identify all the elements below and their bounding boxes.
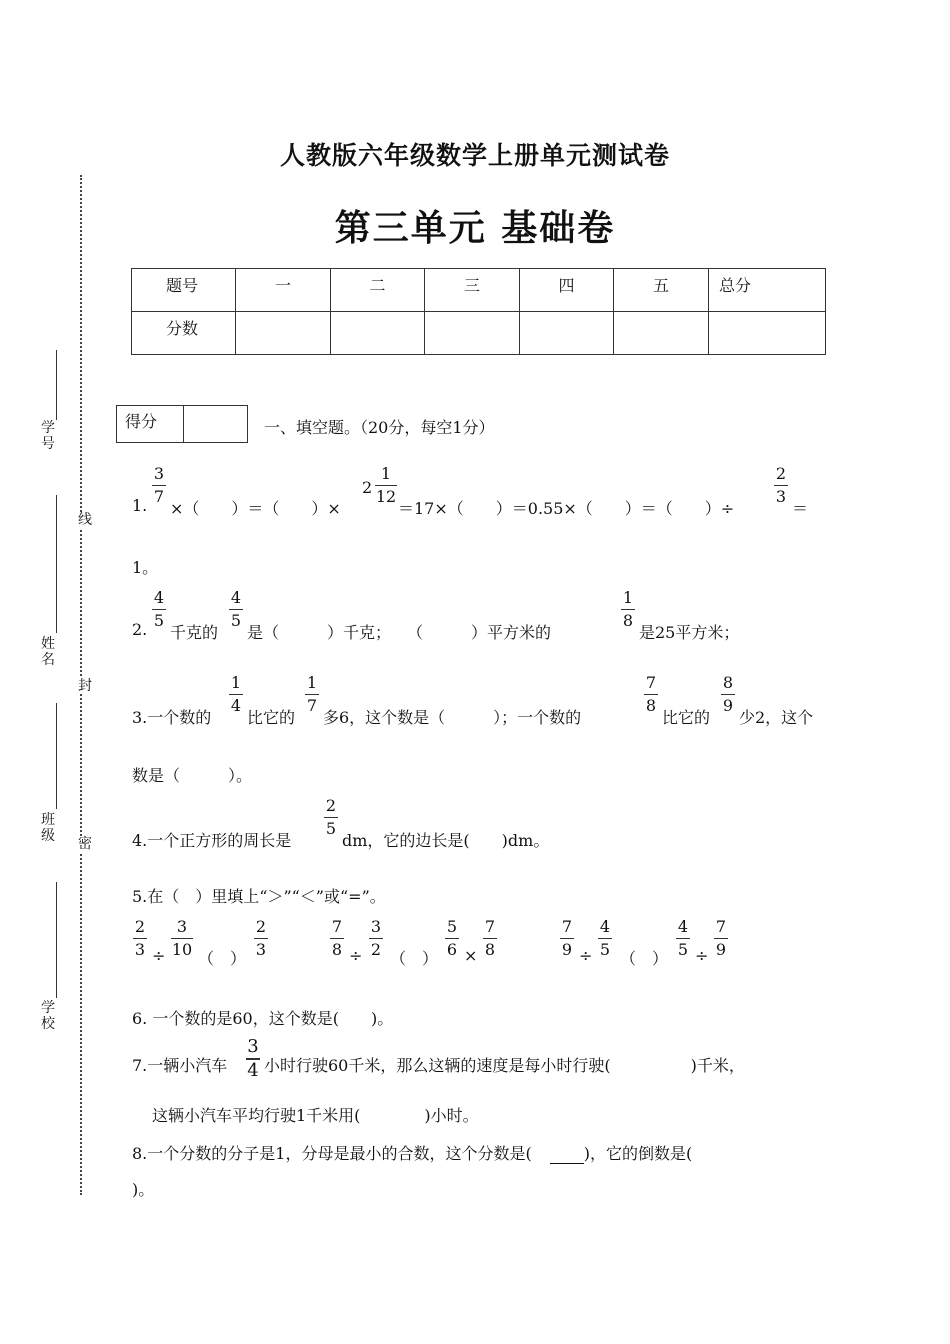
fraction: 7 9 <box>715 917 727 959</box>
fraction: 4 5 <box>153 588 165 630</box>
fraction: 2 5 <box>325 796 337 838</box>
fraction: 5 6 <box>446 917 458 959</box>
q6-text: 6. 一个数的是60，这个数是( )。 <box>132 1009 394 1028</box>
q5-text: 5.在（ ）里填上“＞”“＜”或“=”。 <box>132 887 386 906</box>
fraction: 4 5 <box>230 588 242 630</box>
table-cell: 四 <box>520 269 614 312</box>
q2-number: 2. <box>132 620 148 639</box>
operator: ÷ <box>695 946 709 965</box>
operator: ÷ <box>152 946 166 965</box>
fill-line-id <box>56 350 57 420</box>
fill-line-class <box>56 703 57 809</box>
operator: ÷ <box>579 946 593 965</box>
q1-text: 1。 <box>132 558 159 577</box>
fraction: 1 7 <box>306 673 318 715</box>
answer-blank[interactable] <box>550 1147 584 1164</box>
q3-text: 比它的 <box>662 708 711 727</box>
fraction: 7 8 <box>645 673 657 715</box>
score-input-cell[interactable] <box>331 312 425 355</box>
fraction: 3 4 <box>247 1036 259 1081</box>
fraction: 1 8 <box>622 588 634 630</box>
fill-line-school <box>56 882 57 998</box>
table-cell: 题号 <box>132 269 236 312</box>
fraction: 3 7 <box>153 464 165 506</box>
fraction: 7 9 <box>561 917 573 959</box>
table-cell: 分数 <box>132 312 236 355</box>
compare-blank[interactable]: （ ） <box>390 949 439 968</box>
seal-word-secret: 密 <box>78 836 92 852</box>
fraction: 3 2 <box>370 917 382 959</box>
q3-text: 3.一个数的 <box>132 708 212 727</box>
fraction: 8 9 <box>722 673 734 715</box>
fraction: 7 8 <box>331 917 343 959</box>
compare-blank[interactable]: （ ） <box>620 949 669 968</box>
score-table-score-row <box>132 312 826 355</box>
fraction: 2 3 <box>255 917 267 959</box>
q7-text: 7.一辆小汽车 <box>132 1056 228 1075</box>
q3-text: 比它的 <box>247 708 296 727</box>
q8-line <box>132 1141 692 1164</box>
table-cell: 总分 <box>709 269 826 312</box>
score-table-header-row <box>132 269 826 312</box>
score-box-label: 得分 <box>125 412 158 431</box>
fraction: 1 4 <box>230 673 242 715</box>
fraction: 2 3 <box>775 464 787 506</box>
fraction: 4 5 <box>599 917 611 959</box>
q1-whole: 2 <box>362 478 373 497</box>
table-cell: 二 <box>331 269 425 312</box>
table-cell: 三 <box>425 269 520 312</box>
q4-text: 4.一个正方形的周长是 <box>132 831 292 850</box>
q3-text: 数是（ ）。 <box>132 766 253 785</box>
q8-text: )，它的倒数是( <box>583 1144 693 1163</box>
compare-blank[interactable]: （ ） <box>198 949 247 968</box>
table-cell: 五 <box>614 269 709 312</box>
section-heading: 一、填空题。（20分，每空1分） <box>264 418 495 437</box>
fraction: 4 5 <box>677 917 689 959</box>
operator: ÷ <box>349 946 363 965</box>
q7-text: 这辆小汽车平均行驶1千米用( )小时。 <box>152 1106 479 1125</box>
label-student-id: 学号 <box>41 420 55 452</box>
q2-text: 千克的 <box>170 623 219 642</box>
table-cell: 一 <box>236 269 331 312</box>
fraction: 3 10 <box>171 917 193 959</box>
page-subtitle: 第三单元 基础卷 <box>334 208 616 249</box>
label-name: 姓名 <box>41 636 55 668</box>
score-table <box>131 268 826 355</box>
score-input-cell[interactable] <box>520 312 614 355</box>
q4-text: dm，它的边长是( )dm。 <box>342 831 550 850</box>
q2-text: 是（ ）千克； （ ）平方米的 <box>247 623 552 642</box>
label-class: 班级 <box>41 812 55 844</box>
page-title: 人教版六年级数学上册单元测试卷 <box>279 141 670 170</box>
seal-word-seal: 封 <box>78 678 92 694</box>
fraction: 2 3 <box>134 917 146 959</box>
q1-text: ＝ <box>792 499 809 518</box>
q8-text: )。 <box>132 1180 155 1199</box>
q3-text: 多6，这个数是（ ）；一个数的 <box>323 708 582 727</box>
q7-text: 小时行驶60千米，那么这辆的速度是每小时行驶( )千米， <box>264 1056 745 1075</box>
fraction: 1 12 <box>375 464 397 506</box>
score-input-cell[interactable] <box>236 312 331 355</box>
q1-text: ＝17×（ ）＝0.55×（ ）＝（ ）÷ <box>398 499 735 518</box>
q3-text: 少2，这个 <box>739 708 814 727</box>
q1-text: ×（ ）＝（ ）× <box>170 499 341 518</box>
seal-word-line: 线 <box>78 512 92 528</box>
operator: × <box>464 946 478 965</box>
q8-text: 8.一个分数的分子是1，分母是最小的合数，这个分数是( <box>132 1144 532 1163</box>
score-input-cell[interactable] <box>425 312 520 355</box>
label-school: 学校 <box>41 1000 55 1032</box>
fill-line-name <box>56 495 57 633</box>
fraction: 7 8 <box>484 917 496 959</box>
section-score-box <box>116 405 248 443</box>
score-input-cell[interactable] <box>709 312 826 355</box>
score-input-cell[interactable] <box>614 312 709 355</box>
q1-number: 1. <box>132 496 148 515</box>
q2-text: 是25平方米； <box>639 623 740 642</box>
